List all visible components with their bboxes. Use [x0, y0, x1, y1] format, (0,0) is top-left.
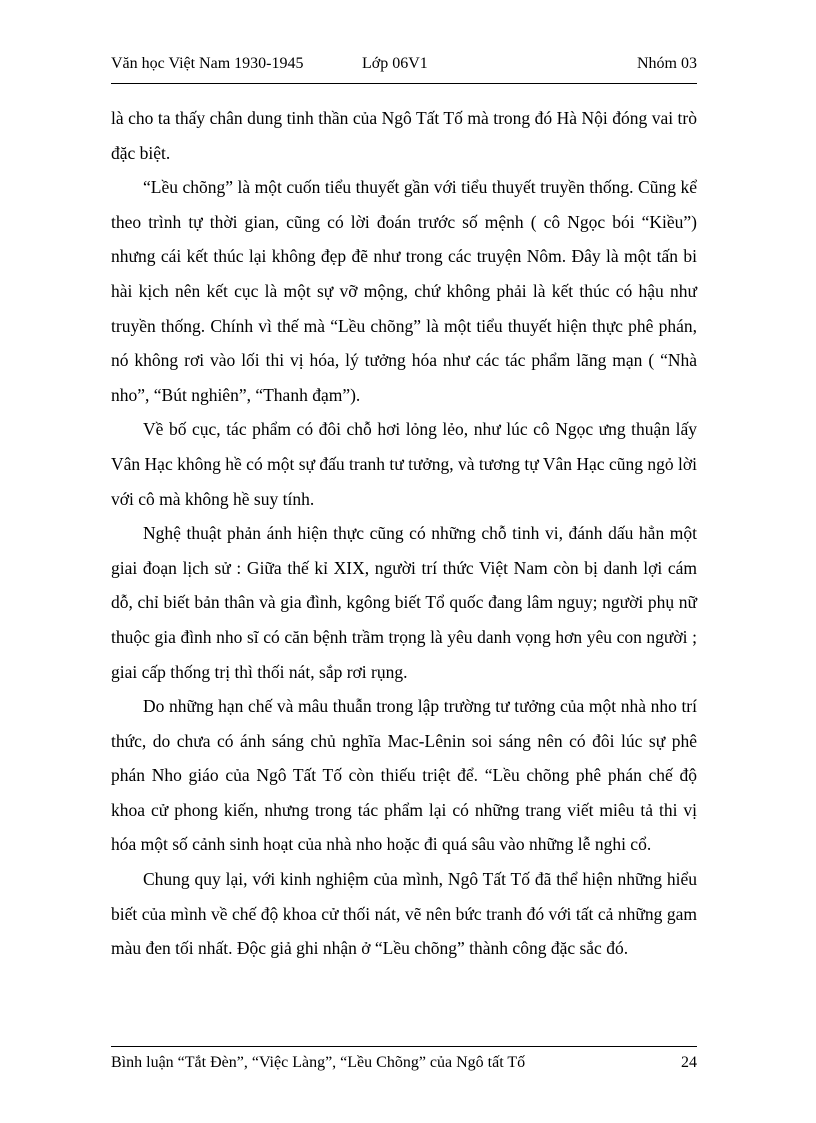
footer-divider — [111, 1046, 697, 1047]
paragraph: Chung quy lại, với kinh nghiệm của mình, Ngô Tất Tố đã thể hiện những hiểu biết của mình về chế độ khoa cử thối nát, vẽ nên bức tranh đó với tất cả những gam màu đen tối nhất. Độc giả ghi nhận ở “Lều chõng” thành công đặc sắc đó. — [111, 869, 697, 959]
header-course-title: Văn học Việt Nam 1930-1945 — [111, 55, 304, 72]
header-group-name: Nhóm 03 — [637, 55, 697, 72]
paragraph-continuation: là cho ta thấy chân dung tinh thần của Ngô Tất Tố mà trong đó Hà Nội đóng vai trò đặc biệt. — [111, 108, 697, 163]
footer-document-title: Bình luận “Tắt Đèn”, “Việc Làng”, “Lều Chõng” của Ngô tất Tố — [111, 1054, 526, 1071]
page-header — [111, 52, 697, 76]
header-divider — [111, 83, 697, 84]
page-footer — [111, 1051, 697, 1075]
page-number: 24 — [681, 1054, 697, 1071]
document-body — [111, 101, 697, 966]
paragraph: Nghệ thuật phản ánh hiện thực cũng có những chỗ tinh vi, đánh dấu hẳn một giai đoạn lịch sử : Giữa thế kỉ XIX, người trí thức Việt Nam còn bị danh lợi cám dỗ, chỉ biết bản thân và gia đình, kgông biết Tổ quốc đang lâm nguy; người phụ nữ thuộc gia đình nho sĩ có căn bệnh trầm trọng là yêu danh vọng hơn yêu con người ; giai cấp thống trị thì thối nát, sắp rơi rụng. — [111, 523, 697, 682]
paragraph: “Lều chõng” là một cuốn tiểu thuyết gần với tiểu thuyết truyền thống. Cũng kể theo trình tự thời gian, cũng có lời đoán trước số mệnh ( cô Ngọc bói “Kiều”) nhưng cái kết thúc lại không đẹp đẽ như trong các truyện Nôm. Đây là một tấn bi hài kịch nên kết cục là một sự vỡ mộng, chứ không phải là kết thúc có hậu như truyền thống. Chính vì thế mà “Lều chõng” là một tiểu thuyết hiện thực phê phán, nó không rơi vào lối thi vị hóa, lý tưởng hóa như các tác phẩm lãng mạn ( “Nhà nho”, “Bút nghiên”, “Thanh đạm”). — [111, 177, 697, 405]
paragraph: Do những hạn chế và mâu thuẫn trong lập trường tư tưởng của một nhà nho trí thức, do chưa có ánh sáng chủ nghĩa Mac-Lênin soi sáng nên có đôi lúc sự phê phán Nho giáo của Ngô Tất Tố còn thiếu triệt để. “Lều chõng phê phán chế độ khoa cử phong kiến, nhưng trong tác phẩm lại có những trang viết miêu tả thi vị hóa một số cảnh sinh hoạt của nhà nho hoặc đi quá sâu vào những lễ nghi cổ. — [111, 696, 697, 855]
paragraph: Về bố cục, tác phẩm có đôi chỗ hơi lỏng lẻo, như lúc cô Ngọc ưng thuận lấy Vân Hạc không hề có một sự đấu tranh tư tưởng, và tương tự Vân Hạc cũng ngỏ lời với cô mà không hề suy tính. — [111, 419, 697, 509]
header-class-name: Lớp 06V1 — [362, 55, 428, 72]
